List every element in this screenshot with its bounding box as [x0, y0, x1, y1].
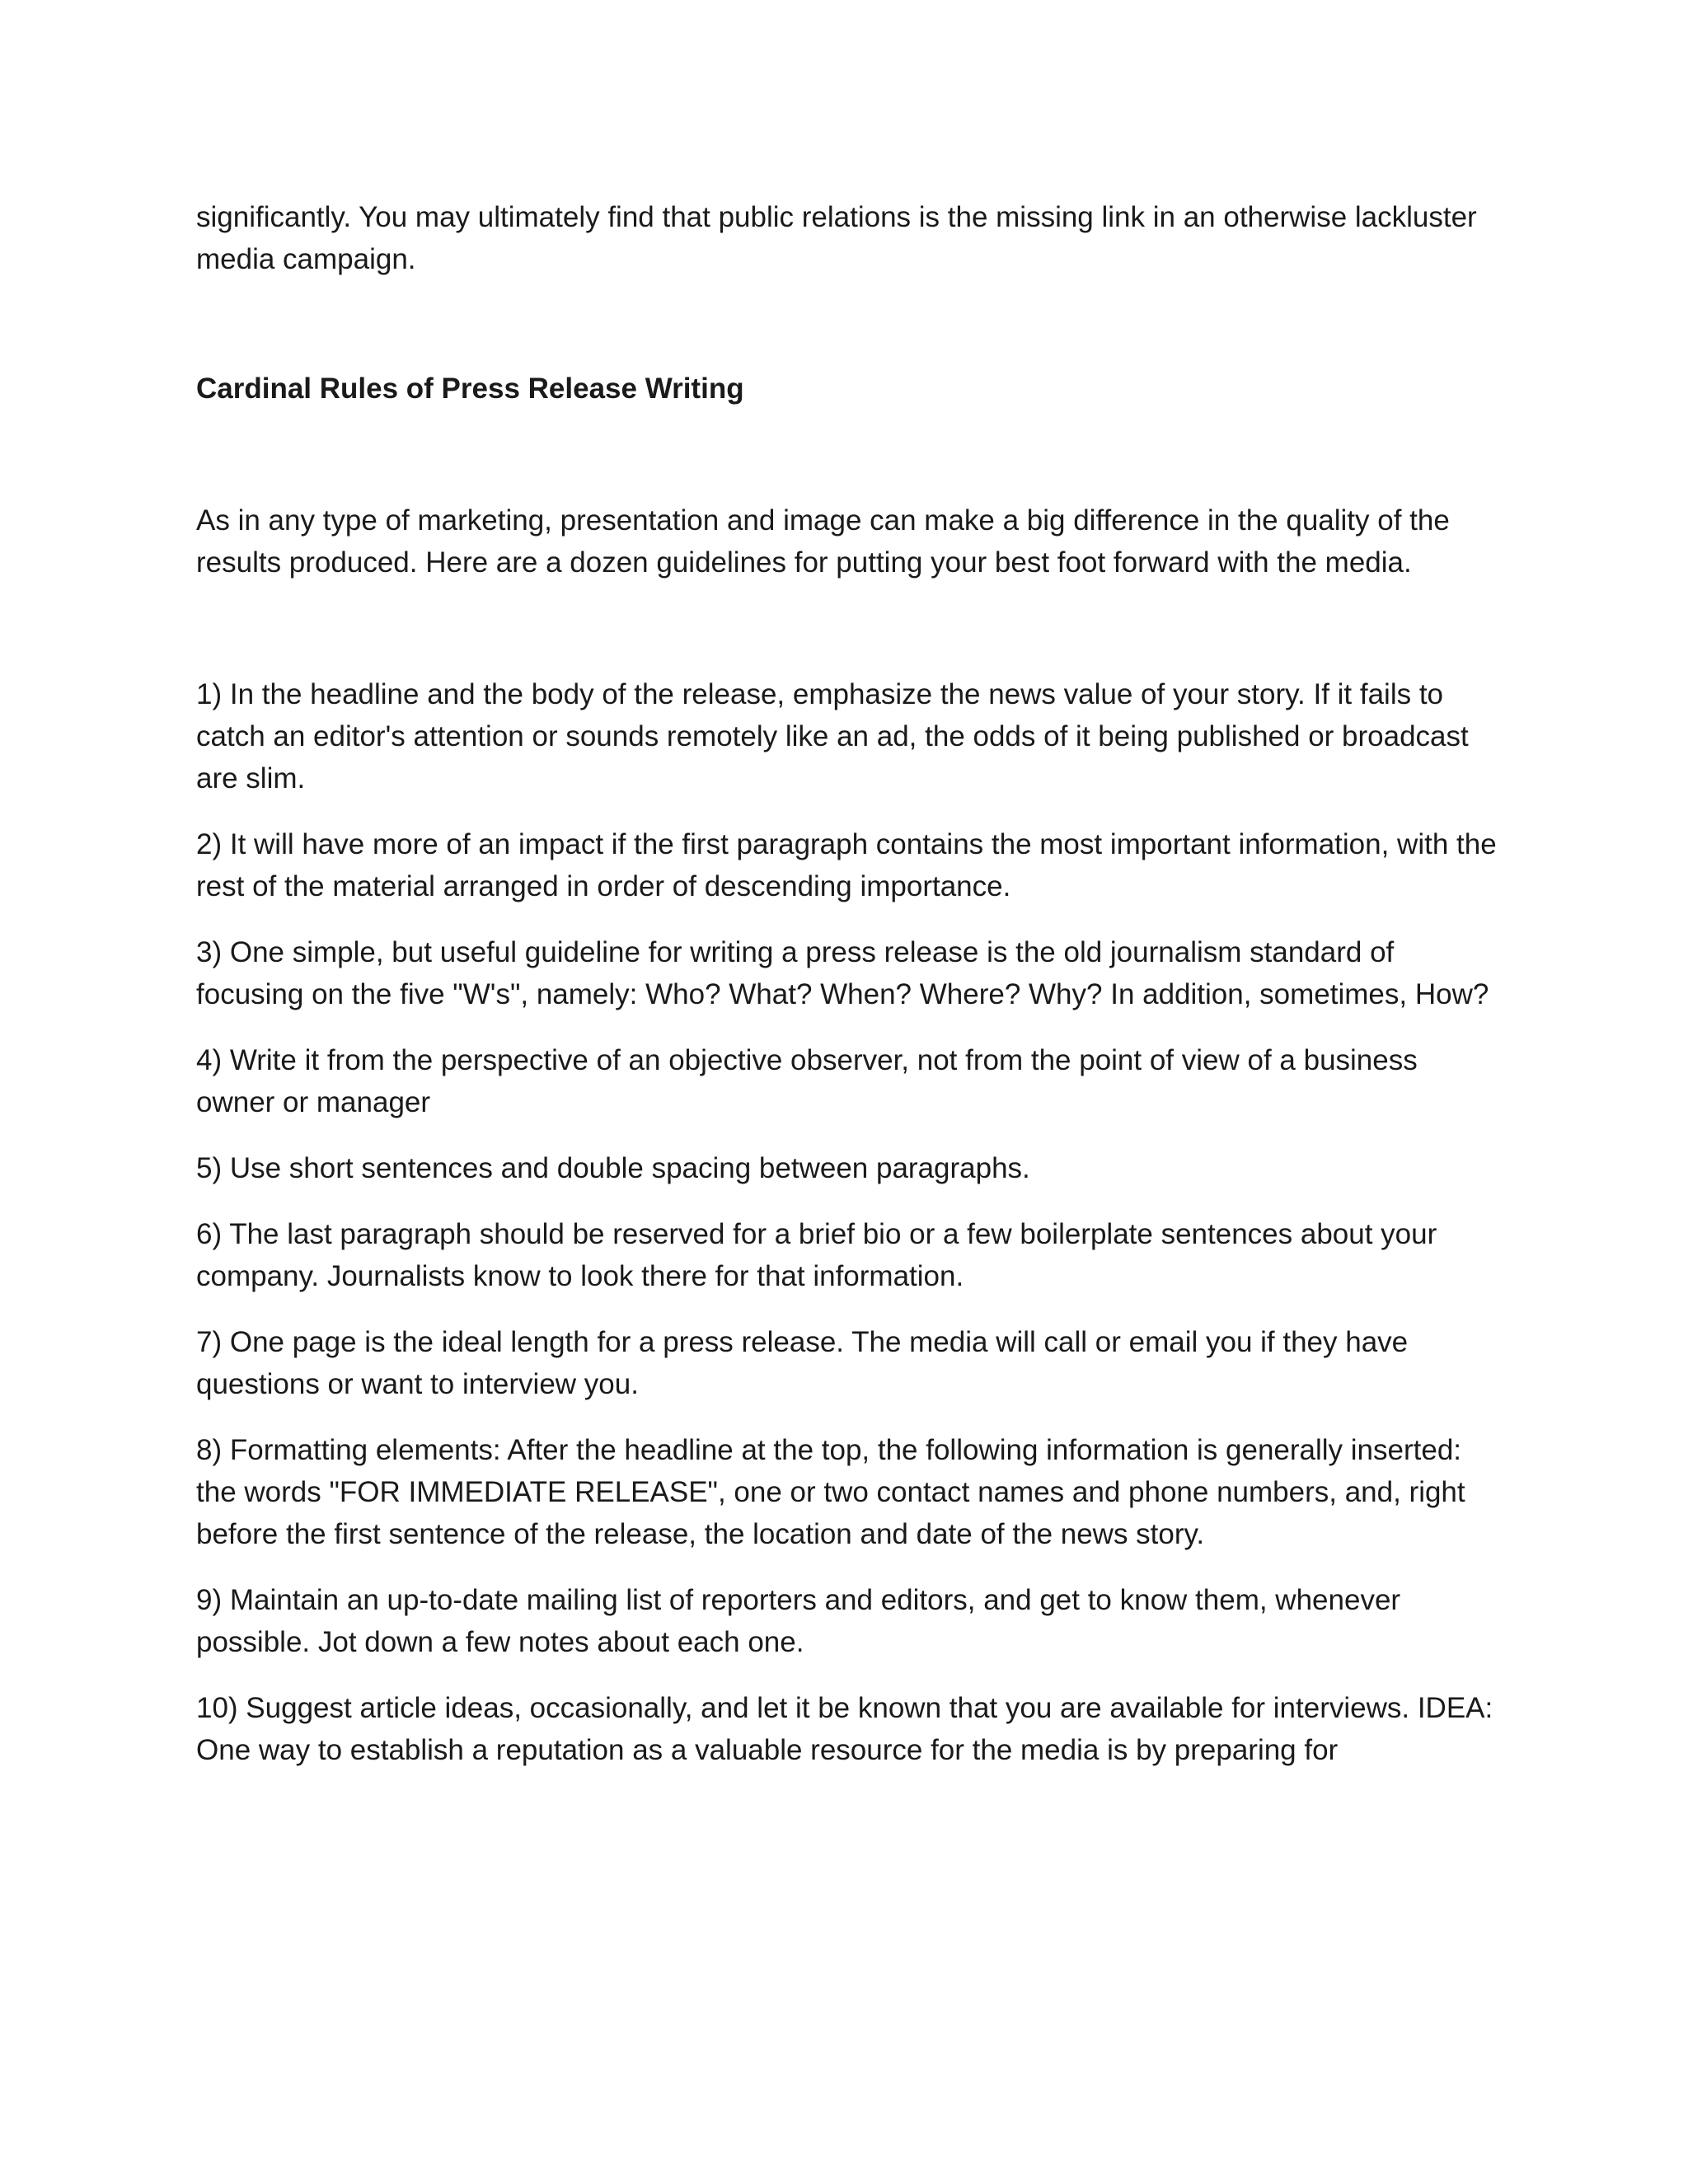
- list-item: 7) One page is the ideal length for a press release. The media will call or email you if they have questions or want to interview you.: [196, 1326, 1409, 1400]
- list-item: 10) Suggest article ideas, occasionally, and let it be known that you are available for interviews. IDEA: One way to establish a reputation as a valuable resource for the media is by preparing for: [196, 1692, 1493, 1766]
- list-item: 3) One simple, but useful guideline for writing a press release is the old journalism standard of focusing on the five "W's", namely: Who? What? When? Where? Why? In addition, sometimes, How?: [196, 936, 1489, 1010]
- list-item: 5) Use short sentences and double spacing between paragraphs.: [196, 1152, 1030, 1184]
- lead-paragraph: As in any type of marketing, presentation and image can make a big difference in the quality of the results produced. Here are a dozen guidelines for putting your best foot forward with the media.: [196, 504, 1450, 579]
- list-item: 4) Write it from the perspective of an objective observer, not from the point of view of a business owner or manager: [196, 1044, 1418, 1118]
- intro-paragraph: significantly. You may ultimately find that public relations is the missing link in an otherwise lackluster media campaign.: [196, 201, 1477, 275]
- list-item: 1) In the headline and the body of the release, emphasize the news value of your story. If it fails to catch an editor's attention or sounds remotely like an ad, the odds of it being published or broadcast are slim.: [196, 678, 1469, 794]
- rules-list: [196, 673, 1498, 1771]
- page-content: [196, 196, 1498, 1795]
- list-item: 6) The last paragraph should be reserved for a brief bio or a few boilerplate sentences about your company. Journalists know to look there for that information.: [196, 1218, 1437, 1292]
- list-item: 8) Formatting elements: After the headline at the top, the following information is generally inserted: the words "FOR IMMEDIATE RELEASE", one or two contact names and phone numbers, and, right before the first sentence of the release, the location and date of the news story.: [196, 1434, 1465, 1550]
- section-heading: Cardinal Rules of Press Release Writing: [196, 373, 744, 405]
- list-item: 9) Maintain an up-to-date mailing list of reporters and editors, and get to know them, whenever possible. Jot down a few notes about each one.: [196, 1584, 1401, 1658]
- list-item: 2) It will have more of an impact if the first paragraph contains the most important information, with the rest of the material arranged in order of descending importance.: [196, 828, 1497, 902]
